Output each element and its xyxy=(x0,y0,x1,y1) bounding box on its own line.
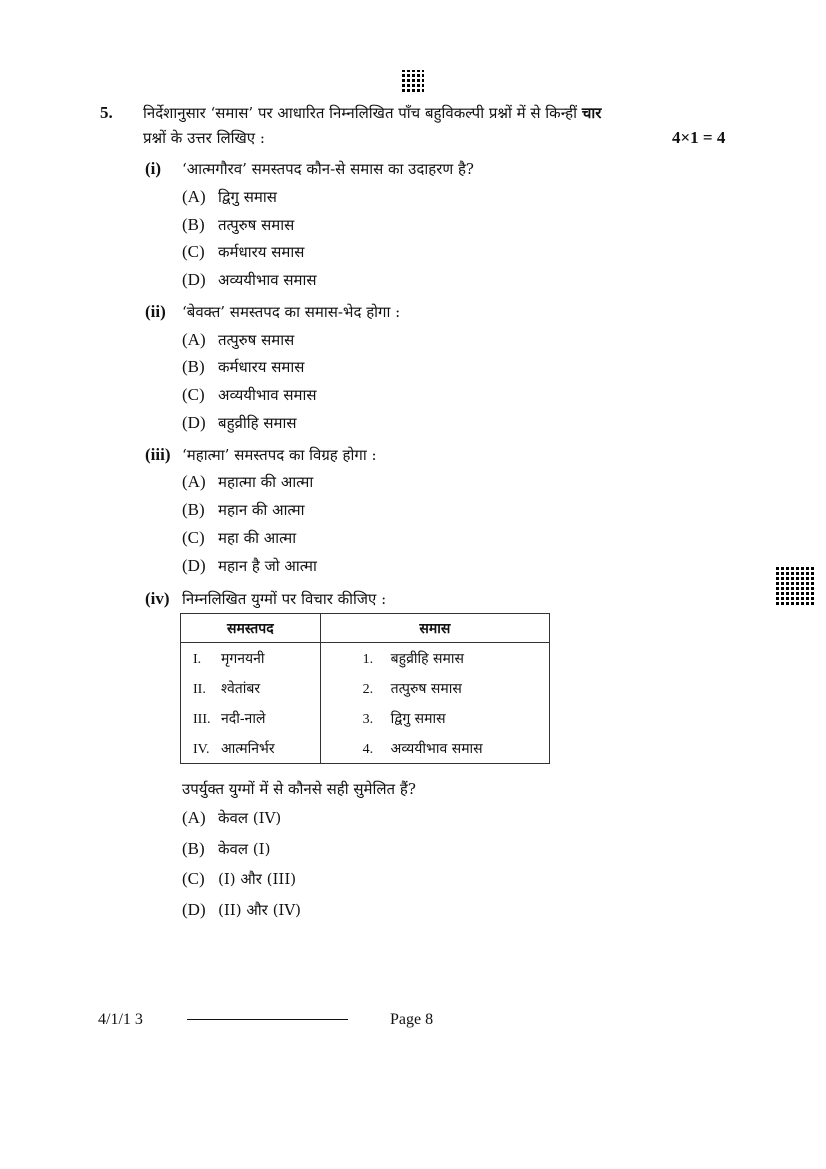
option-text: केवल (IV) xyxy=(218,809,282,827)
page-number: Page 8 xyxy=(390,1011,434,1028)
qr-code-side xyxy=(776,565,816,605)
option-label: (A) xyxy=(182,808,206,827)
option-text: महान है जो आत्मा xyxy=(218,557,317,575)
part-iv-followup: उपर्युक्त युग्मों में से कौनसे सही सुमेलित हैं? xyxy=(182,780,416,798)
option-text: महान की आत्मा xyxy=(218,501,305,519)
table-row xyxy=(181,643,550,674)
table-header: समास xyxy=(320,614,549,643)
part-question: ‘बेवक्त’ समस्तपद का समास-भेद होगा : xyxy=(182,303,401,321)
part-label: (iii) xyxy=(145,445,171,464)
option-text: बहुव्रीहि समास xyxy=(218,414,297,432)
roman-numeral: II. xyxy=(193,681,206,697)
option-text: अव्ययीभाव समास xyxy=(218,271,317,289)
option-label: (C) xyxy=(182,869,205,888)
item-number: 3. xyxy=(362,711,374,727)
option-text: केवल (I) xyxy=(218,840,271,858)
table-row xyxy=(181,673,550,703)
instruction-bold: चार xyxy=(581,104,602,122)
question-instruction xyxy=(143,103,601,123)
instruction-line2: प्रश्नों के उत्तर लिखिए : xyxy=(143,129,265,147)
option-label: (A) xyxy=(182,330,206,349)
option-text: महात्मा की आत्मा xyxy=(218,473,314,491)
compound-word: मृगनयनी xyxy=(221,650,265,667)
option-label: (D) xyxy=(182,413,206,432)
option-text: अव्ययीभाव समास xyxy=(218,386,317,404)
part-question: निम्नलिखित युग्मों पर विचार कीजिए : xyxy=(182,590,387,608)
table-row xyxy=(181,703,550,733)
paper-code: 4/1/1 3 xyxy=(98,1011,143,1028)
option-label: (A) xyxy=(182,472,206,491)
compound-word: आत्मनिर्भर xyxy=(221,740,275,757)
question-number: 5. xyxy=(100,103,113,122)
part-label: (ii) xyxy=(145,302,166,321)
item-number: 4. xyxy=(362,741,374,757)
option-label: (D) xyxy=(182,900,206,919)
option-text: तत्पुरुष समास xyxy=(218,331,295,349)
option-label: (D) xyxy=(182,556,206,575)
samas-type: तत्पुरुष समास xyxy=(390,680,462,697)
table-header: समस्तपद xyxy=(181,614,321,643)
option-text: कर्मधारय समास xyxy=(218,358,305,376)
samas-type: अव्ययीभाव समास xyxy=(390,740,483,757)
option-label: (C) xyxy=(182,385,205,404)
table-row xyxy=(181,733,550,764)
footer-divider xyxy=(187,1019,348,1020)
option-label: (B) xyxy=(182,500,205,519)
samas-type: बहुव्रीहि समास xyxy=(390,650,464,667)
option-label: (C) xyxy=(182,528,205,547)
option-label: (B) xyxy=(182,839,205,858)
option-label: (B) xyxy=(182,357,205,376)
roman-numeral: IV. xyxy=(193,741,210,757)
option-text: द्विगु समास xyxy=(218,188,277,206)
item-number: 1. xyxy=(362,651,374,667)
option-label: (B) xyxy=(182,215,205,234)
option-text: कर्मधारय समास xyxy=(218,243,305,261)
roman-numeral: III. xyxy=(193,711,211,727)
instruction-text: निर्देशानुसार ‘समास’ पर आधारित निम्नलिखित पाँच बहुविकल्पी प्रश्नों में से किन्हीं xyxy=(143,104,578,122)
compound-word: श्वेतांबर xyxy=(221,680,261,697)
part-label: (iv) xyxy=(145,589,170,608)
option-label: (D) xyxy=(182,270,206,289)
part-question: ‘आत्मगौरव’ समस्तपद कौन-से समास का उदाहरण है? xyxy=(182,160,474,178)
option-text: तत्पुरुष समास xyxy=(218,216,295,234)
marks: 4×1 = 4 xyxy=(672,128,726,147)
option-label: (A) xyxy=(182,187,206,206)
option-text: (I) और (III) xyxy=(218,870,297,888)
qr-code-top xyxy=(402,70,424,92)
option-text: (II) और (IV) xyxy=(218,901,302,919)
part-question: ‘महात्मा’ समस्तपद का विग्रह होगा : xyxy=(182,446,377,464)
samas-type: द्विगु समास xyxy=(390,710,446,727)
option-text: महा की आत्मा xyxy=(218,529,297,547)
item-number: 2. xyxy=(362,681,374,697)
roman-numeral: I. xyxy=(193,651,202,667)
matching-table xyxy=(180,613,550,764)
part-label: (i) xyxy=(145,159,162,178)
compound-word: नदी-नाले xyxy=(221,710,266,727)
option-label: (C) xyxy=(182,242,205,261)
